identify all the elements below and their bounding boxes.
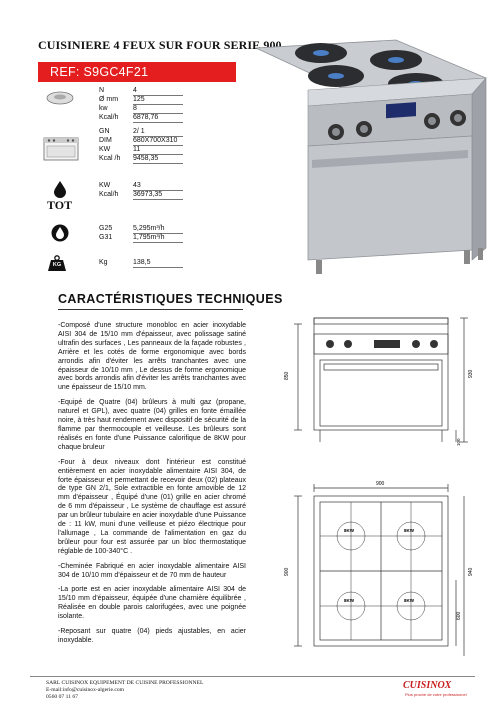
footer-phone: 0560 07 11 67 [46,694,78,700]
dim-side-height: 930 [468,369,474,378]
paragraph: -Four à deux niveaux dont l'intérieur est constitué entièrement en acier inoxydable alimentaire AISI 304, de forte épaisseur et permettant de recevoir deux (02) plateaux de type GN 2/1, Sole extractible en fonte amovible de 12 mm d'épaisseur , Équipé d'une (01) grille en acier chromé de 6 mm d'épaisseur , Le système de chauffage est assuré par un brûleur tubulaire en acier inoxydable d'une Puissance de : 11 kW, muni d'une veilleuse et piézo électrique pour l'allumage , La commande de l'alimentation en gaz du brûleur pour four est assurée par un bloc thermostatique réglable de 100-340°C . [58,458,246,555]
dim-depth: 900 [284,567,290,576]
dim-width: 900 [376,481,385,487]
paragraph: -Cheminée Fabriqué en acier inoxydable alimentaire AISI 304 de 10/10 mm d'épaisseur et de 70 mm de hauteur [58,562,246,579]
oven-specs: GN 2/ 1 DIM 680X700X310 KW 11 Kcal /h 9458,35 [99,128,183,164]
burner-power-label: 8KW [344,528,354,533]
dim-height: 850 [284,371,290,380]
total-specs: KW 43 Kcal/h 36973,35 [99,182,183,200]
reference-banner: REF: S9GC4F21 [38,62,236,82]
paragraph: -Equipé de Quatre (04) brûleurs à multi gaz (propane, naturel et GPL), avec quatre (04) grilles en fonte émaillée noire, à très haut rendement avec dispositif de sécurité de la flamme par thermocouple et veilleuse. Les brûleurs sont réalisés en fonte d'une Puissance calorifique de 8KW pour chaque bruleur [58,399,246,451]
footer-company: SARL CUISINOX EQUIPEMENT DE CUISINE PROFESSIONNEL [46,680,204,686]
burner-power-label: 8KW [344,598,354,603]
burner-icon [46,91,74,105]
paragraph: -Reposant sur quatre (04) pieds ajustables, en acier inoxydable. [58,628,246,644]
brand-logo: CUISINOX [403,680,452,691]
product-image [246,28,498,280]
burner-power-label: 8KW [404,528,414,533]
footer-divider [30,676,475,677]
characteristics-text [58,322,246,652]
front-view-drawing [276,310,476,470]
burner-specs: N 4 Ø mm 125 kw 8 Kcal/h 6878,76 [99,87,183,123]
oven-icon [43,137,79,161]
dim-foot: 100 [456,438,461,446]
paragraph: -Composé d'une structure monobloc en acier inoxydable AISI 304 de 15/10 mm d'épaisseur, avec polissage satiné ultrafin des surfaces , Les panneaux de la façade robustes , Arrière et les cotés de forme ergonomique avec bords arrondis afin d'éviter les arrêts tranchantes avec une épaisseur de 10/10 mm , Le dessus de forme ergonomique avec bords arrondis afin d'éviter les arrêts tranchantes avec une épaisseur de 15/10 mm. [58,322,246,392]
dim-inner2: 600 [456,611,462,620]
footer-email: E-mail:info@cuisinox-algerie.com [46,687,125,693]
dim-inner: 940 [468,567,474,576]
page-title: CUISINIERE 4 FEUX SUR FOUR SERIE 900 [38,38,282,52]
heading-divider [58,309,243,310]
weight-icon [47,255,67,272]
paragraph: -La porte est en acier inoxydable alimentaire AISI 304 de 15/10 mm d'épaisseur, équipée d'une charnière équilibrée , Réalisée en double parois calorifugées, avec une poignée isolante. [58,586,246,621]
flame-drop-icon [53,180,67,198]
section-heading: CARACTÉRISTIQUES TECHNIQUES [58,292,283,306]
weight-icon-label: KG [52,262,62,268]
top-view-drawing [276,480,476,666]
burner-power-label: 8KW [404,598,414,603]
gas-specs: G25 5,295m³/h G31 1,795m³/h [99,225,183,243]
total-label: TOT [47,198,73,212]
brand-tagline: Plus proche de votre professionnel [405,692,467,697]
gas-drop-icon [51,224,69,242]
weight-specs: Kg 138,5 [99,259,183,268]
